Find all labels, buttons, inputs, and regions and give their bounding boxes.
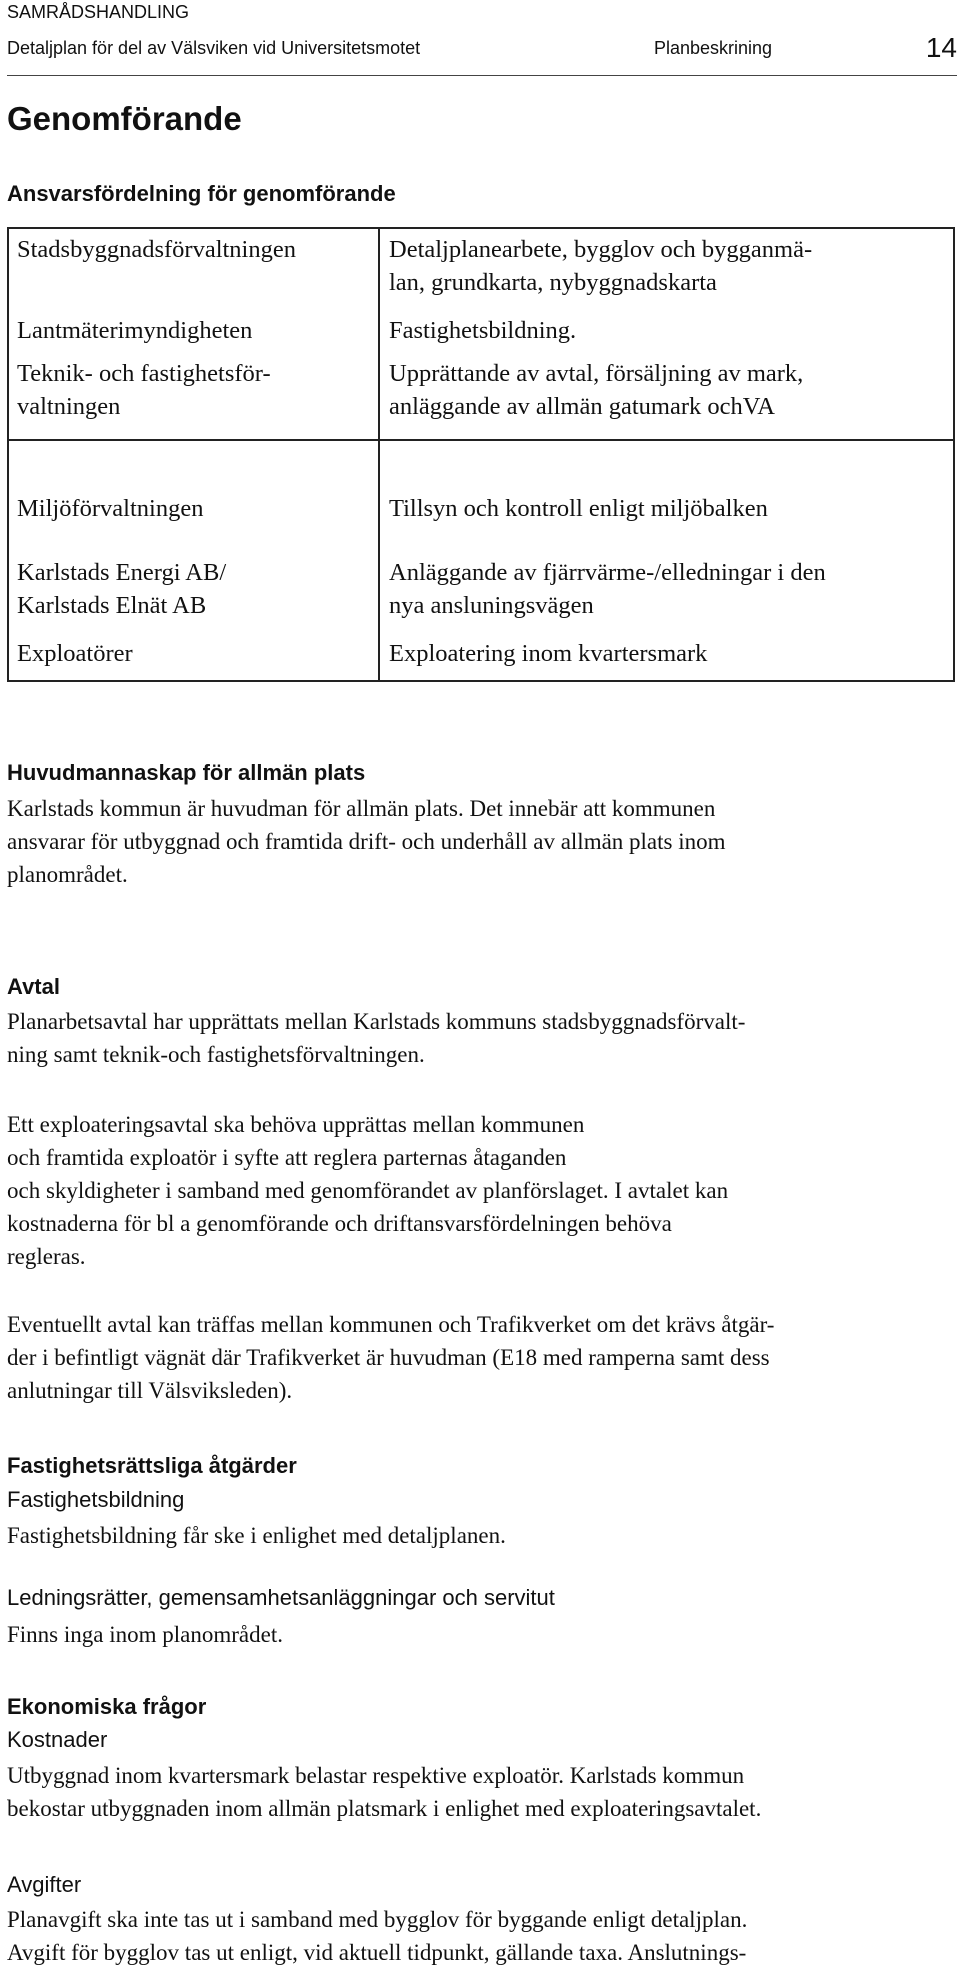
text-line: Avgift för bygglov tas ut enligt, vid aktuell tidpunkt, gällande taxa. Anslutnings- [7, 1940, 747, 1965]
fastighetsbildning-subheading: Fastighetsbildning [7, 1487, 185, 1512]
task-text: lan, grundkarta, nybyggnadskarta [389, 269, 717, 296]
task-text: Exploatering inom kvartersmark [389, 640, 708, 667]
avgifter-text [7, 1903, 947, 1969]
org-cell [17, 314, 252, 347]
page-title: Genomförande [7, 100, 242, 137]
org-cell [17, 492, 203, 525]
text-line: Karlstads kommun är huvudman för allmän plats. Det innebär att kommunen [7, 796, 716, 821]
fastighetsbildning-text [7, 1519, 947, 1552]
fastighetsrattsliga-heading: Fastighetsrättsliga åtgärder [7, 1453, 297, 1478]
avtal-heading: Avtal [7, 974, 60, 999]
task-text: Detaljplanearbete, bygglov och bygganmä- [389, 236, 813, 263]
task-cell [389, 492, 768, 525]
text-line: der i befintligt vägnät där Trafikverket är huvudman (E18 med ramperna samt dess [7, 1345, 770, 1370]
text-line: Utbyggnad inom kvartersmark belastar respektive exploatör. Karlstads kommun [7, 1763, 745, 1788]
avgifter-subheading: Avgifter [7, 1872, 82, 1897]
avtal-paragraph [7, 1308, 947, 1407]
task-cell [389, 233, 812, 299]
text-line: Eventuellt avtal kan träffas mellan kommunen och Trafikverket om det krävs åtgär- [7, 1312, 775, 1337]
text-line: Fastighetsbildning får ske i enlighet med detaljplanen. [7, 1523, 506, 1548]
task-cell [389, 357, 803, 423]
responsibility-heading: Ansvarsfördelning för genomförande [7, 181, 396, 206]
text-line: planområdet. [7, 862, 128, 887]
document-title: Detaljplan för del av Välsviken vid Universitetsmotet [7, 38, 421, 58]
org-cell [17, 637, 133, 670]
org-cell [17, 233, 296, 266]
task-text: Fastighetsbildning. [389, 317, 577, 344]
org-name: valtningen [17, 393, 121, 420]
document-status: SAMRÅDSHANDLING [7, 2, 190, 22]
text-line: ning samt teknik-och fastighetsförvaltningen. [7, 1042, 425, 1067]
task-text: anläggande av allmän gatumark ochVA [389, 393, 775, 420]
huvudmannaskap-paragraph [7, 792, 947, 891]
page-number: 14 [925, 32, 957, 63]
task-text: nya ansluningsvägen [389, 592, 594, 619]
table-column-divider [378, 227, 380, 682]
org-name: Stadsbyggnadsförvaltningen [17, 236, 296, 263]
task-cell [389, 314, 576, 347]
huvudmannaskap-heading: Huvudmannaskap för allmän plats [7, 760, 366, 785]
table-row-divider [7, 439, 955, 441]
ledningsratter-text [7, 1618, 947, 1651]
avtal-paragraph [7, 1108, 947, 1273]
task-cell [389, 556, 826, 622]
header-divider [7, 75, 957, 76]
text-line: Planavgift ska inte tas ut i samband med bygglov för byggande enligt detaljplan. [7, 1907, 748, 1932]
task-text: Anläggande av fjärrvärme-/elledningar i den [389, 559, 826, 586]
org-name: Teknik- och fastighetsför- [17, 360, 271, 387]
kostnader-subheading: Kostnader [7, 1727, 108, 1752]
document-type: Planbeskrining [654, 38, 773, 58]
org-name: Exploatörer [17, 640, 133, 667]
text-line: bekostar utbyggnaden inom allmän platsmark i enlighet med exploateringsavtalet. [7, 1796, 762, 1821]
org-name: Karlstads Energi AB/ [17, 559, 227, 586]
text-line: anlutningar till Välsviksleden). [7, 1378, 293, 1403]
text-line: Ett exploateringsavtal ska behöva upprättas mellan kommunen [7, 1112, 585, 1137]
text-line: ansvarar för utbyggnad och framtida drift- och underhåll av allmän plats inom [7, 829, 726, 854]
text-line: regleras. [7, 1244, 86, 1269]
ledningsratter-subheading: Ledningsrätter, gemensamhetsanläggningar och servitut [7, 1585, 555, 1610]
org-name: Miljöförvaltningen [17, 495, 204, 522]
org-cell [17, 556, 226, 622]
org-name: Karlstads Elnät AB [17, 592, 207, 619]
task-text: Upprättande av avtal, försäljning av mark, [389, 360, 804, 387]
text-line: och skyldigheter i samband med genomförandet av planförslaget. I avtalet kan [7, 1178, 729, 1203]
text-line: Finns inga inom planområdet. [7, 1622, 283, 1647]
org-name: Lantmäterimyndigheten [17, 317, 253, 344]
ekonomiska-heading: Ekonomiska frågor [7, 1694, 207, 1719]
text-line: och framtida exploatör i syfte att reglera parternas åtaganden [7, 1145, 567, 1170]
org-cell [17, 357, 271, 423]
task-cell [389, 637, 707, 670]
text-line: Planarbetsavtal har upprättats mellan Karlstads kommuns stadsbyggnadsförvalt- [7, 1009, 746, 1034]
avtal-paragraph [7, 1005, 947, 1071]
task-text: Tillsyn och kontroll enligt miljöbalken [389, 495, 768, 522]
kostnader-text [7, 1759, 947, 1825]
text-line: kostnaderna för bl a genomförande och driftansvarsfördelningen behöva [7, 1211, 672, 1236]
